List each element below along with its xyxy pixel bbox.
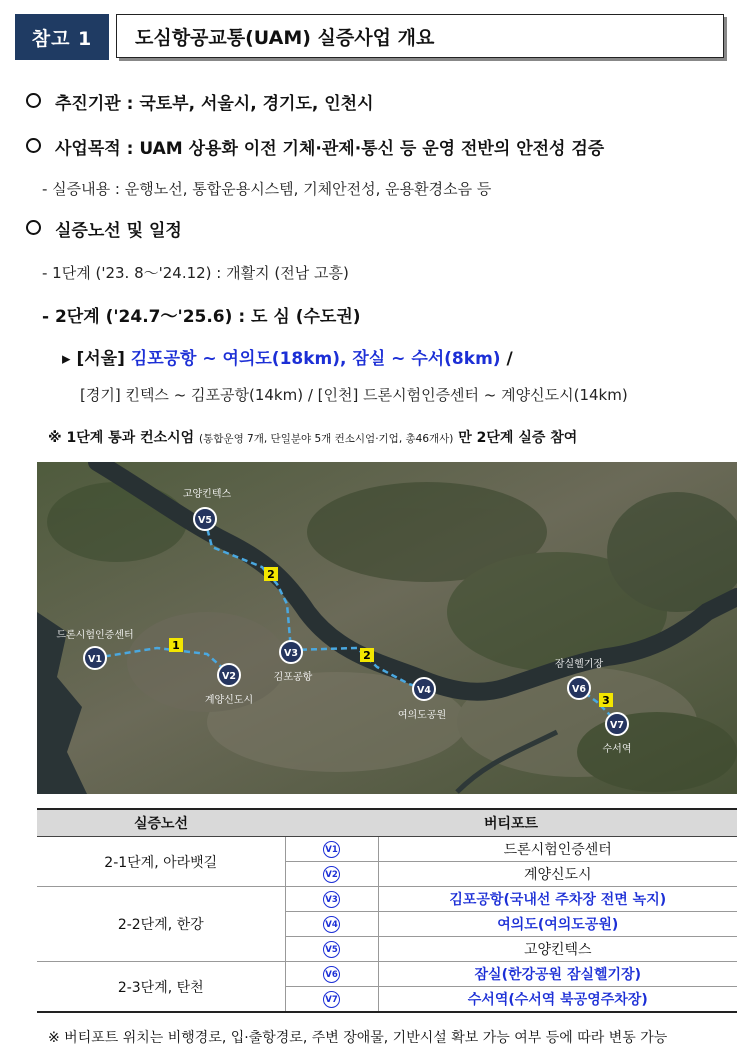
other-routes-line: [경기] 킨텍스 ~ 김포공항(14km) / [인천] 드론시험인증센터 ~ 계양신도시(14km) [80, 386, 628, 404]
vertiport-code-cell [285, 962, 378, 987]
vertiport-code-cell [285, 912, 378, 937]
page-title-text: 도심항공교통(UAM) 실증사업 개요 [135, 26, 435, 49]
header-route: 실증노선 [37, 809, 285, 837]
footnote: ※ 버티포트 위치는 비행경로, 입·출항경로, 주변 장애물, 기반시설 확보 가능 여부 등에 따라 변동 가능 [48, 1030, 668, 1046]
content-line: - 실증내용 : 운행노선, 통합운용시스템, 기체안전성, 운용환경소음 등 [42, 180, 492, 198]
v6-badge-icon: V6 [323, 966, 340, 983]
note-part-a: ※ 1단계 통과 컨소시엄 [48, 430, 200, 446]
bullet-icon [26, 220, 41, 235]
vertiport-code-cell [285, 887, 378, 912]
bullet-icon [26, 93, 41, 108]
vertiport-v3-code: V3 [284, 648, 298, 659]
seoul-line [62, 344, 513, 369]
header-vertiport: 버티포트 [285, 809, 737, 837]
note-part-b: 만 2단계 실증 참여 [453, 430, 578, 446]
stage-marker-2a-label: 2 [267, 568, 275, 581]
v4-badge-icon: V4 [323, 916, 340, 933]
stage-marker-1-label: 1 [172, 639, 180, 652]
vertiport-v7-code: V7 [610, 720, 624, 731]
vertiport-v5-label: 고양킨텍스 [182, 489, 232, 500]
table-row [37, 887, 737, 912]
vertiport-v1-code: V1 [88, 654, 102, 665]
route-cell: 2-1단계, 아라뱃길 [37, 837, 285, 887]
v5-badge-icon: V5 [323, 941, 340, 958]
vertiport-v5-code: V5 [198, 515, 212, 526]
table-row [37, 962, 737, 987]
vertiport-name-cell: 드론시험인증센터 [378, 837, 737, 862]
vertiport-name-cell: 잠실(한강공원 잠실헬기장) [378, 962, 737, 987]
vertiport-v7-label: 수서역 [602, 744, 632, 755]
vertiport-name-cell: 여의도(여의도공원) [378, 912, 737, 937]
table-row [37, 837, 737, 862]
route-map [37, 462, 737, 794]
vertiport-v3-label: 김포공항 [273, 672, 313, 683]
seoul-prefix: ▸ [서울] [62, 349, 125, 369]
vertiport-name-cell: 수서역(수서역 북공영주차장) [378, 987, 737, 1013]
v7-badge-icon: V7 [323, 991, 340, 1008]
agency-line [26, 89, 374, 114]
vertiport-v4-label: 여의도공원 [397, 710, 447, 721]
route-cell: 2-3단계, 탄천 [37, 962, 285, 1013]
agency-text: 추진기관 : 국토부, 서울시, 경기도, 인천시 [55, 94, 374, 114]
note-small: (통합운영 7개, 단일분야 5개 컨소시엄·기업, 총46개사) [199, 433, 454, 445]
stage-marker-2b-label: 2 [363, 649, 371, 662]
vertiport-code-cell [285, 837, 378, 862]
stage2-line: - 2단계 ('24.7～'25.6) : 도 심 (수도권) [42, 307, 361, 327]
vertiport-name-cell: 계양신도시 [378, 862, 737, 887]
vertiport-v6-code: V6 [572, 684, 586, 695]
seoul-suffix: / [500, 349, 513, 369]
route-title-line [26, 216, 182, 241]
v3-badge-icon: V3 [323, 891, 340, 908]
vertiport-table [37, 808, 737, 1013]
v2-badge-icon: V2 [323, 866, 340, 883]
route-title-text: 실증노선 및 일정 [55, 221, 182, 241]
stage-marker-3-label: 3 [602, 694, 610, 707]
vertiport-v2-code: V2 [222, 671, 236, 682]
vertiport-code-cell [285, 937, 378, 962]
stage1-line: - 1단계 ('23. 8～'24.12) : 개활지 (전남 고흥) [42, 264, 349, 282]
table-header-row [37, 809, 737, 837]
route-map-svg [37, 462, 737, 794]
vertiport-v4-code: V4 [417, 685, 431, 696]
vertiport-v1-label: 드론시험인증센터 [56, 630, 134, 641]
consortium-note [48, 427, 577, 447]
bullet-icon [26, 138, 41, 153]
v1-badge-icon: V1 [323, 841, 340, 858]
route-cell: 2-2단계, 한강 [37, 887, 285, 962]
vertiport-v2-label: 계양신도시 [204, 695, 254, 706]
page-title [116, 14, 724, 58]
vertiport-code-cell [285, 987, 378, 1013]
vertiport-name-cell: 김포공항(국내선 주차장 전면 녹지) [378, 887, 737, 912]
purpose-text: 사업목적 : UAM 상용화 이전 기체·관제·통신 등 운영 전반의 안전성 검증 [55, 139, 605, 159]
vertiport-name-cell: 고양킨텍스 [378, 937, 737, 962]
reference-badge: 참고 1 [15, 14, 109, 60]
vertiport-v6-label: 잠실헬기장 [554, 659, 604, 670]
purpose-line [26, 134, 604, 159]
seoul-routes: 김포공항 ~ 여의도(18km), 잠실 ~ 수서(8km) [130, 349, 501, 369]
vertiport-code-cell [285, 862, 378, 887]
